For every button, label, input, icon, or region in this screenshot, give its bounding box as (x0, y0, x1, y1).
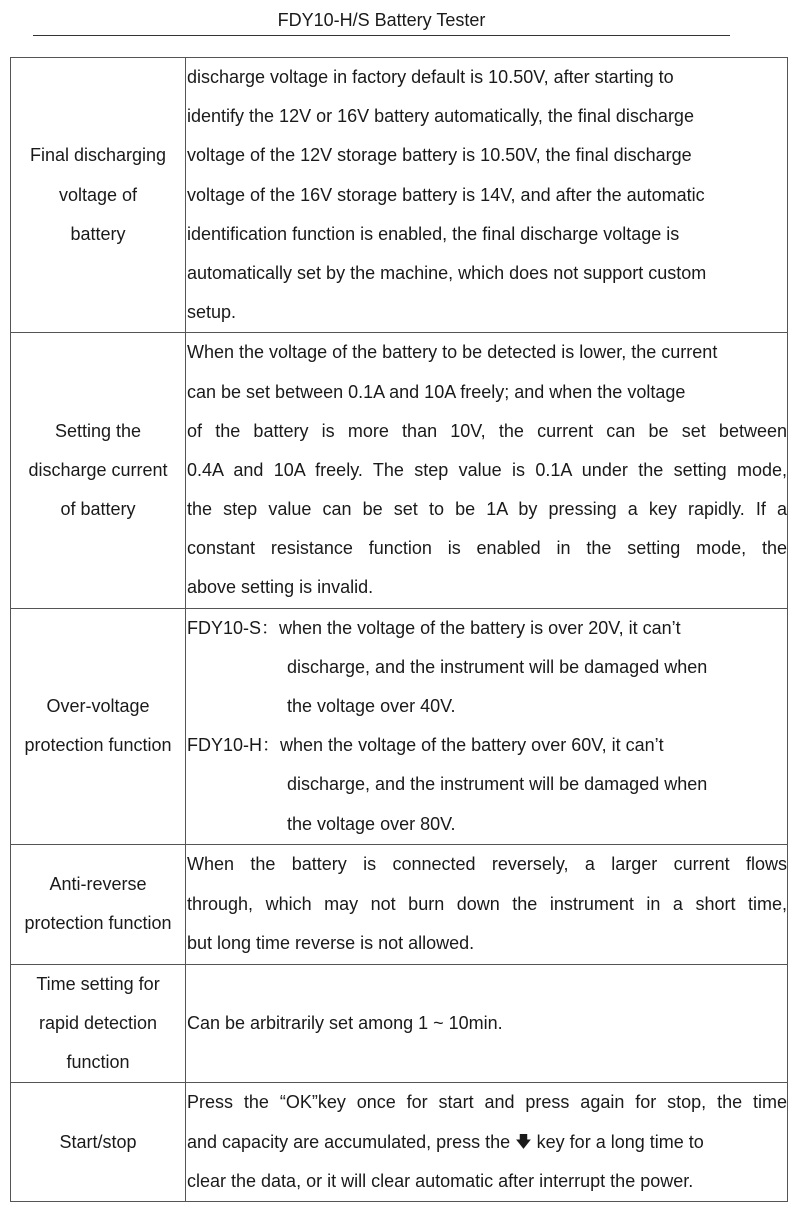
label-line: function (66, 1052, 130, 1073)
description-fragment: and capacity are accumulated, press the (187, 1131, 511, 1152)
description-line: the voltage over 40V. (287, 696, 456, 716)
row-label (11, 58, 186, 333)
label-line: Anti-reverse (49, 874, 147, 895)
table-row (11, 608, 788, 844)
row-label (11, 844, 186, 964)
label-line: Time setting for (36, 973, 160, 994)
row-description (186, 844, 788, 964)
table-row (11, 964, 788, 1083)
label-line: protection function (24, 735, 172, 756)
label-line: Start/stop (59, 1131, 137, 1152)
description-line: voltage of the 16V storage battery is 14V, and after the automatic (187, 184, 705, 205)
row-label (11, 964, 186, 1083)
row-label (11, 333, 186, 608)
description-line: discharge voltage in factory default is 10.50V, after starting to (187, 67, 674, 87)
description-line: identify the 12V or 16V battery automatically, the final discharge (187, 106, 694, 127)
description-line: of the battery is more than 10V, the current can be set between (187, 420, 787, 441)
description-line: the step value can be set to be 1A by pressing a key rapidly. If a (187, 499, 787, 520)
label-line: Final discharging (29, 145, 167, 166)
description-line: Press the “OK”key once for start and press again for stop, the time (187, 1092, 787, 1113)
description-line: through, which may not burn down the instrument in a short time, (187, 893, 787, 914)
label-line: Setting the (54, 420, 142, 441)
description-fragment: key for a long time to (536, 1131, 704, 1152)
description-line: above setting is invalid. (187, 577, 374, 598)
label-line: Over-voltage (46, 695, 150, 716)
row-description (186, 964, 788, 1083)
description-line: discharge, and the instrument will be damaged when (287, 656, 708, 677)
row-description (186, 608, 788, 844)
label-line: battery (70, 223, 126, 244)
description-line: Can be arbitrarily set among 1 ~ 10min. (187, 1012, 503, 1033)
label-line: of battery (60, 499, 136, 520)
description-line: FDY10-H：when the voltage of the battery over 60V, it can’t (187, 735, 664, 756)
description-line: 0.4A and 10A freely. The step value is 0.1A under the setting mode, (187, 459, 787, 480)
row-label (11, 608, 186, 844)
description-line: FDY10-S：when the voltage of the battery is over 20V, it can’t (187, 617, 681, 638)
down-arrow-icon: 🡇 (515, 1133, 532, 1151)
row-description (186, 1083, 788, 1202)
description-line: can be set between 0.1A and 10A freely; and when the voltage (187, 381, 686, 402)
description-line: the voltage over 80V. (287, 813, 456, 834)
description-line: clear the data, or it will clear automatic after interrupt the power. (187, 1170, 694, 1191)
table-row (11, 333, 788, 608)
page-title: FDY10-H/S Battery Tester (33, 6, 730, 36)
description-line: When the voltage of the battery to be detected is lower, the current (187, 342, 718, 363)
description-line: automatically set by the machine, which does not support custom (187, 262, 707, 283)
row-description (186, 58, 788, 333)
label-line: rapid detection (38, 1012, 158, 1033)
spec-table (10, 57, 788, 1202)
description-line: discharge, and the instrument will be damaged when (287, 774, 708, 795)
description-line: When the battery is connected reversely, a larger current flows (187, 854, 787, 875)
description-line: voltage of the 12V storage battery is 10.50V, the final discharge (187, 145, 692, 166)
table-row (11, 58, 788, 333)
table-row (11, 1083, 788, 1202)
description-line-with-icon (187, 1123, 787, 1162)
description-line: identification function is enabled, the final discharge voltage is (187, 223, 680, 244)
description-line: setup. (187, 302, 237, 323)
label-line: voltage of (58, 184, 138, 205)
table-row (11, 844, 788, 964)
description-line: but long time reverse is not allowed. (187, 932, 475, 953)
description-line: constant resistance function is enabled in the setting mode, the (187, 538, 787, 559)
label-line: discharge current (28, 459, 168, 480)
row-description (186, 333, 788, 608)
row-label (11, 1083, 186, 1202)
label-line: protection function (24, 913, 172, 934)
